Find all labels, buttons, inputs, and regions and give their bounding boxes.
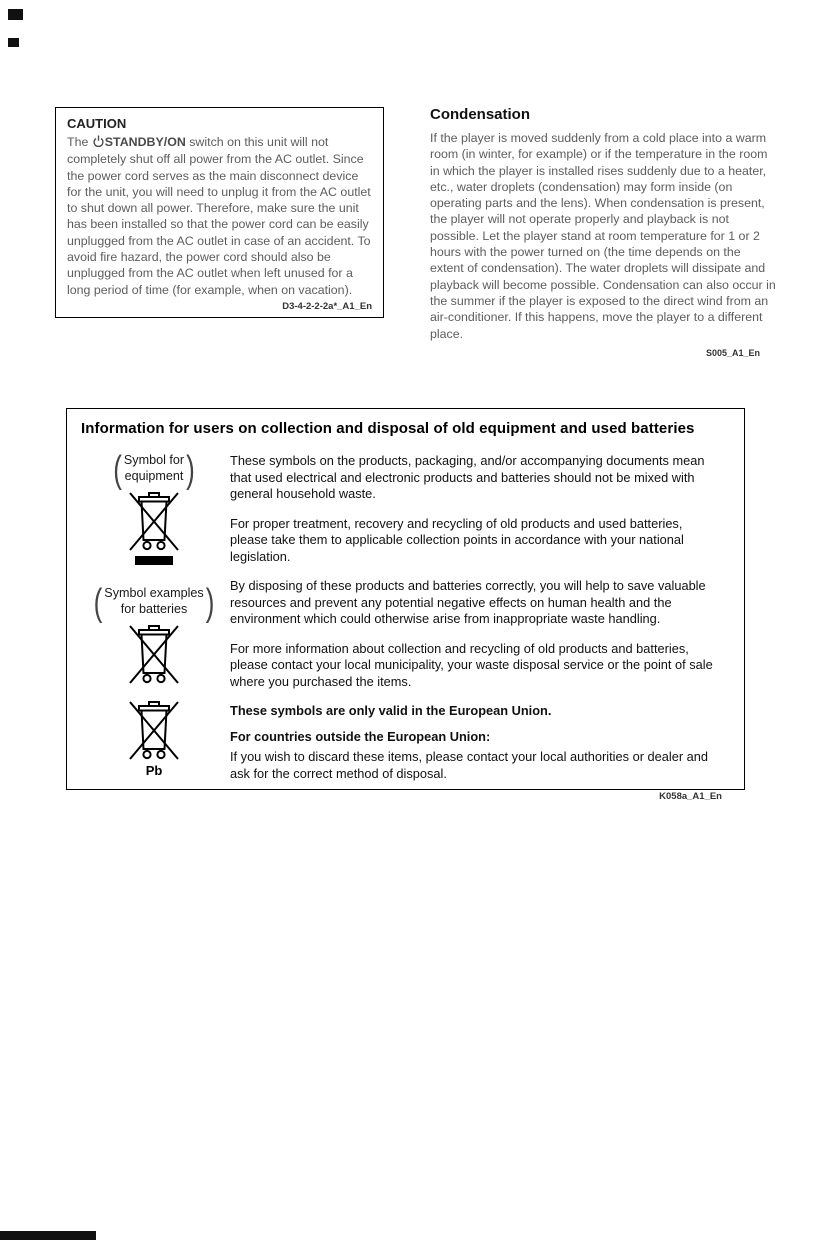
disposal-paragraph: For proper treatment, recovery and recycling of old products and used batteries, please take them to applicable collection points in accordance with your national legislation.	[230, 515, 684, 564]
open-paren: (	[113, 446, 122, 491]
batteries-label-line1: Symbol examples	[104, 586, 204, 600]
symbol-examples-for-batteries-label	[93, 579, 215, 624]
condensation-title: Condensation	[430, 106, 530, 123]
close-paren: )	[186, 446, 195, 491]
print-mark	[8, 38, 19, 47]
caution-title: CAUTION	[67, 116, 127, 131]
disposal-text-column	[227, 453, 728, 802]
close-paren: )	[205, 579, 215, 624]
caution-body	[67, 134, 372, 298]
valid-note: These symbols are only valid in the European Union.	[230, 703, 552, 718]
disposal-code: K058a_A1_En	[659, 791, 722, 802]
outside-eu-heading: For countries outside the European Union:	[230, 728, 491, 744]
power-icon	[93, 135, 104, 151]
outside-eu-body: If you wish to discard these items, please contact your local authorities or dealer and ask for the correct method of disposal.	[230, 749, 709, 781]
disposal-paragraph: By disposing of these products and batteries correctly, you will help to save valuable resources and prevent any potential negative effects on human health and the environment which could otherwise arise from inappropriate waste handling.	[230, 578, 706, 626]
equipment-label-line1: Symbol for	[123, 453, 185, 467]
caution-code: D3-4-2-2-2a*_A1_En	[282, 300, 372, 312]
battery-bin-icon	[126, 623, 182, 689]
equipment-label-line2: equipment	[124, 468, 184, 483]
caution-box	[55, 107, 384, 318]
print-mark	[0, 1231, 96, 1240]
pb-label: Pb	[145, 763, 163, 778]
caution-body-post: switch on this unit will not completely shut off all power from the AC outlet. Since the power cord serves as the main disconnect device for the unit, you will need to unplug it from the AC outlet to shut down all power. Therefore, make sure the unit has been installed so that the power cord can be easily unplugged from the AC outlet in case of an accident. To avoid fire hazard, the power cord should also be unplugged from the AC outlet when left unused for a long period of time (for example, when on vacation).	[67, 135, 371, 297]
battery-bin-pb-icon	[126, 699, 182, 778]
condensation-section	[430, 106, 776, 358]
open-paren: (	[93, 579, 103, 624]
disposal-title: Information for users on collection and disposal of old equipment and used batteries	[81, 420, 695, 437]
print-mark	[8, 9, 23, 20]
disposal-paragraph: For more information about collection and recycling of old products and batteries, please contact your local municipality, your waste disposal service or the point of sale where you purchased the items.	[230, 640, 713, 689]
condensation-body: If the player is moved suddenly from a cold place into a warm room (in winter, for example) or if the temperature in the room in which the player is installed rises suddenly due to a heater, etc., water droplets (condensation) may form inside (on operating parts and the lens). When condensation is present, the player will not operate properly and playback is not possible. Let the player stand at room temperature for 1 or 2 hours with the power turned on (the time depends on the extent of condensation). The water droplets will dissipate and playback will become possible. Condensation can also occur in the summer if the player is exposed to the direct wind from an air-conditioner. If this happens, move the player to a different place.	[430, 131, 776, 341]
batteries-label-line2: for batteries	[120, 601, 188, 616]
condensation-code: S005_A1_En	[705, 347, 760, 358]
disposal-paragraph: These symbols on the products, packaging, and/or accompanying documents mean that used electrical and electronic products and batteries should not be mixed with general household waste.	[230, 453, 705, 501]
symbol-for-equipment-label	[113, 446, 195, 491]
weee-bin-icon	[126, 490, 182, 570]
disposal-icon-column	[81, 446, 227, 778]
standby-on-label: STANDBY/ON	[104, 135, 186, 149]
disposal-content	[81, 446, 728, 802]
caution-body-pre: The	[67, 135, 92, 149]
disposal-info-box	[66, 408, 745, 802]
